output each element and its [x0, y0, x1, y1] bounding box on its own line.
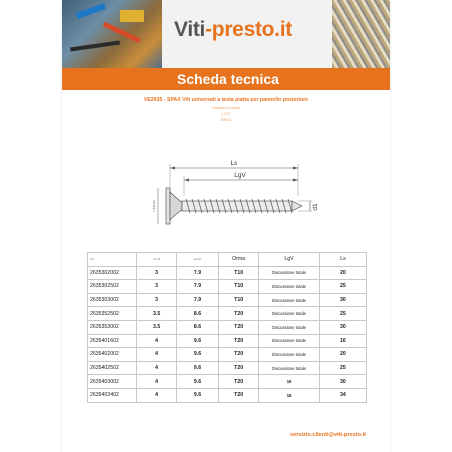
cell-article: 2635402002 [88, 348, 137, 362]
cell-orma: T20 [219, 334, 259, 348]
cell-d2: 9.6 [176, 375, 218, 389]
cell-d2: 8.6 [176, 307, 218, 321]
cell-orma: T20 [219, 307, 259, 321]
table-row [88, 307, 367, 321]
cell-d2: 8.6 [176, 320, 218, 334]
cell-orma: T20 [219, 375, 259, 389]
cell-lgv: Discussione totale [259, 361, 320, 375]
cell-d1: 4 [137, 334, 177, 348]
cell-lgv: Discussione totale [259, 320, 320, 334]
col-header-lgv: LgV [259, 253, 320, 267]
cell-ls: 20 [319, 348, 366, 362]
table-row [88, 320, 367, 334]
product-line-1: Filettatura completa [212, 106, 240, 110]
col-header-d2: ø2 Ø [176, 253, 218, 267]
cell-ls: 34 [319, 388, 366, 402]
screw-drawing [122, 150, 362, 240]
cell-d2: 9.6 [176, 334, 218, 348]
screws-photo [332, 0, 390, 68]
cell-article: 2635352502 [88, 307, 137, 321]
cell-ls: 25 [319, 307, 366, 321]
cell-ls: 30 [319, 320, 366, 334]
header-banner [62, 0, 390, 68]
cell-d1: 4 [137, 375, 177, 389]
col-header-ls: Ls [319, 253, 366, 267]
cell-d2: 9.6 [176, 388, 218, 402]
cell-lgv: 16 [259, 375, 320, 389]
cell-orma: T20 [219, 320, 259, 334]
head-label: c.5d1/4d [152, 200, 156, 212]
cell-lgv: Discussione totale [259, 293, 320, 307]
table-row [88, 293, 367, 307]
cell-d2: 7.9 [176, 266, 218, 280]
cell-article: 2635403002 [88, 375, 137, 389]
col-header-art: Art. [88, 253, 137, 267]
table-row [88, 375, 367, 389]
cell-d2: 9.6 [176, 348, 218, 362]
col-header-d1: ø1 Ø [137, 253, 177, 267]
cell-d1: 4 [137, 388, 177, 402]
cell-ls: 30 [319, 375, 366, 389]
cell-d1: 3 [137, 266, 177, 280]
cell-orma: T10 [219, 293, 259, 307]
d1-label: d1 [312, 203, 319, 211]
table-row [88, 334, 367, 348]
cell-article: 2635302002 [88, 266, 137, 280]
title-bar [62, 68, 390, 90]
footer-email[interactable]: servizio.clienti@viti-presto.it [289, 432, 366, 438]
cell-article: 2635401602 [88, 334, 137, 348]
cell-lgv: Discussione totale [259, 280, 320, 294]
tools-photo [62, 0, 162, 68]
cell-d2: 7.9 [176, 293, 218, 307]
brand-logo: Viti-presto.it [174, 18, 292, 41]
cell-orma: T20 [219, 361, 259, 375]
table-row [88, 280, 367, 294]
cell-orma: T20 [219, 388, 259, 402]
cell-article: 2635303002 [88, 293, 137, 307]
cell-orma: T10 [219, 280, 259, 294]
cell-d1: 4 [137, 361, 177, 375]
cell-article: 2635403402 [88, 388, 137, 402]
lgv-label: LgV [234, 172, 246, 179]
cell-d1: 3 [137, 293, 177, 307]
page-title: Scheda tecnica [177, 71, 279, 87]
product-line-3: WIROX [220, 118, 232, 122]
product-title: VE2635 - SPAX Viti universali a testa piatta per pannello posteriore [143, 97, 309, 103]
ls-label: Ls [230, 160, 238, 167]
cell-lgv: Discussione totale [259, 266, 320, 280]
cell-d2: 7.9 [176, 280, 218, 294]
cell-lgv: Discussione totale [259, 307, 320, 321]
cell-d1: 3.5 [137, 307, 177, 321]
cell-ls: 25 [319, 361, 366, 375]
cell-article: 2635402502 [88, 361, 137, 375]
table-header-row [88, 253, 367, 267]
cell-lgv: Discussione totale [259, 334, 320, 348]
cell-orma: T10 [219, 266, 259, 280]
cell-d1: 4 [137, 348, 177, 362]
cell-ls: 30 [319, 293, 366, 307]
cell-d2: 9.6 [176, 361, 218, 375]
cell-ls: 20 [319, 266, 366, 280]
cell-orma: T20 [219, 348, 259, 362]
table-row [88, 266, 367, 280]
product-line-2: 4 CUT [221, 112, 231, 116]
table-row [88, 361, 367, 375]
cell-d1: 3 [137, 280, 177, 294]
cell-ls: 25 [319, 280, 366, 294]
cell-d1: 3.5 [137, 320, 177, 334]
cell-article: 2635302502 [88, 280, 137, 294]
datasheet-page [62, 0, 390, 452]
cell-article: 2635353002 [88, 320, 137, 334]
col-header-orma: Orma [219, 253, 259, 267]
product-table [87, 252, 367, 403]
table-row [88, 388, 367, 402]
cell-ls: 16 [319, 334, 366, 348]
cell-lgv: Discussione totale [259, 348, 320, 362]
table-row [88, 348, 367, 362]
cell-lgv: 16 [259, 388, 320, 402]
